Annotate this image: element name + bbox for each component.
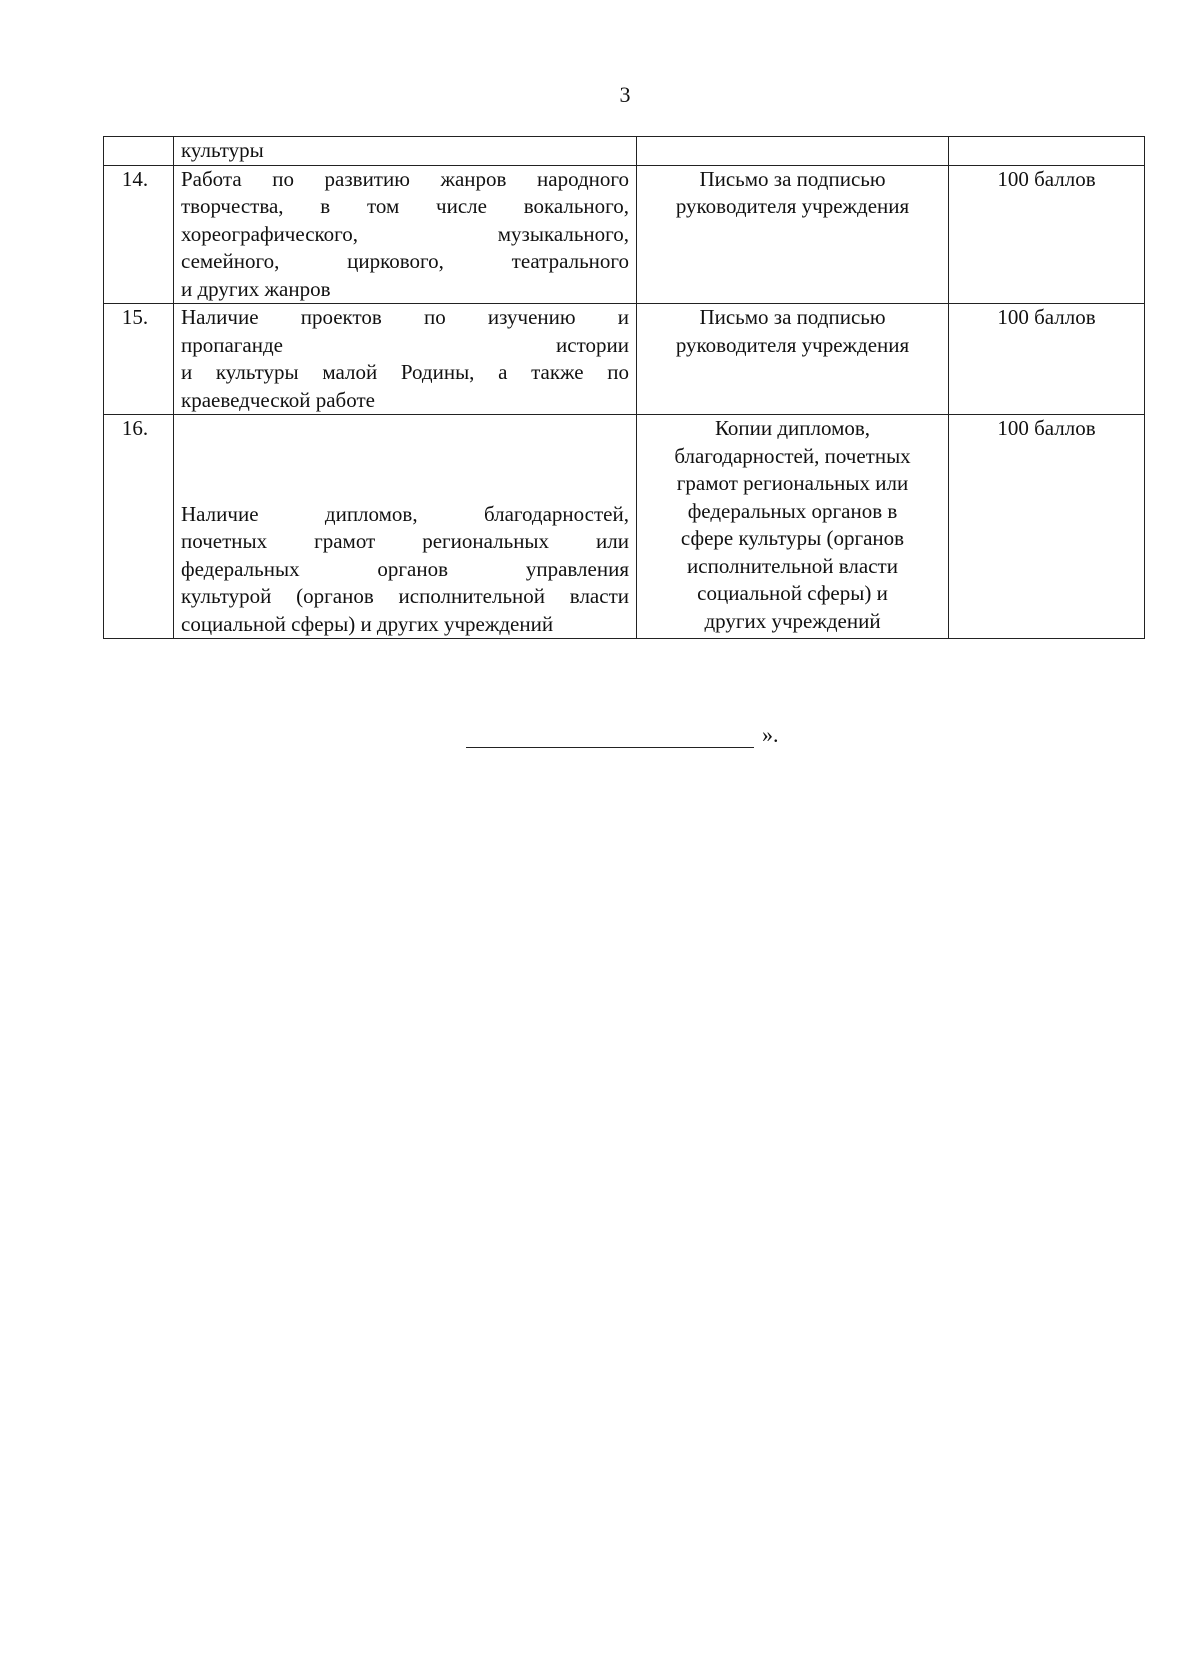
document-line: Письмо за подписью — [699, 305, 886, 329]
document-line: федеральных органов в — [687, 498, 898, 523]
description-line: и других жанров — [181, 276, 331, 301]
closing-quote-text: ». — [762, 722, 779, 747]
description-line: социальной сферы) и других учреждений — [181, 611, 554, 636]
row-number-cell: 14. — [104, 165, 174, 304]
document-line: благодарностей, почетных — [674, 443, 911, 468]
document-line: руководителя учреждения — [675, 194, 910, 218]
document-line: сфере культуры (органов — [680, 526, 905, 550]
description-line: федеральных органов управления — [181, 556, 629, 581]
row-number-cell — [104, 137, 174, 166]
table-row — [104, 304, 1145, 415]
description-line: краеведческой работе — [181, 387, 375, 412]
row-score-cell — [949, 137, 1145, 166]
document-line: Письмо за подписью — [699, 166, 886, 191]
description-line: Наличие проектов по изучению и — [181, 305, 629, 329]
row-number-cell: 15. — [104, 304, 174, 415]
description-line: пропаганде истории — [181, 332, 629, 357]
page-number: 3 — [619, 82, 631, 107]
description-line: Работа по развитию жанров народного — [181, 166, 629, 191]
table-row — [104, 415, 1145, 639]
signature-line — [466, 725, 754, 748]
row-score-cell: 100 баллов — [949, 415, 1145, 639]
document-line: Копии дипломов, — [714, 416, 871, 440]
row-description-cell — [174, 165, 637, 304]
row-document-cell — [637, 137, 949, 166]
table-row-continuation — [104, 137, 1145, 166]
row-document-cell — [637, 165, 949, 304]
description-line: семейного, циркового, театрального — [181, 249, 629, 273]
document-line: других учреждений — [704, 608, 881, 633]
document-line: исполнительной власти — [687, 553, 898, 578]
closing-mark — [466, 722, 779, 748]
row-document-cell — [637, 304, 949, 415]
row-description-cell — [174, 415, 637, 639]
document-line: социальной сферы) и — [697, 581, 888, 605]
row-description-cell — [174, 137, 637, 166]
row-document-cell — [637, 415, 949, 639]
document-line: грамот региональных или — [676, 471, 909, 495]
row-description-text: культуры — [181, 138, 264, 162]
description-line: Наличие дипломов, благодарностей, — [181, 501, 629, 526]
description-line: хореографического, музыкального, — [181, 221, 629, 246]
description-line: культурой (органов исполнительной власти — [181, 584, 629, 608]
row-score-cell: 100 баллов — [949, 165, 1145, 304]
document-line: руководителя учреждения — [675, 332, 910, 357]
row-score-cell: 100 баллов — [949, 304, 1145, 415]
row-number-cell: 16. — [104, 415, 174, 639]
description-line: почетных грамот региональных или — [181, 529, 629, 553]
description-line: творчества, в том числе вокального, — [181, 194, 629, 218]
table-row — [104, 165, 1145, 304]
row-description-cell — [174, 304, 637, 415]
criteria-table — [103, 136, 1145, 639]
description-line: и культуры малой Родины, а также по — [181, 360, 629, 384]
